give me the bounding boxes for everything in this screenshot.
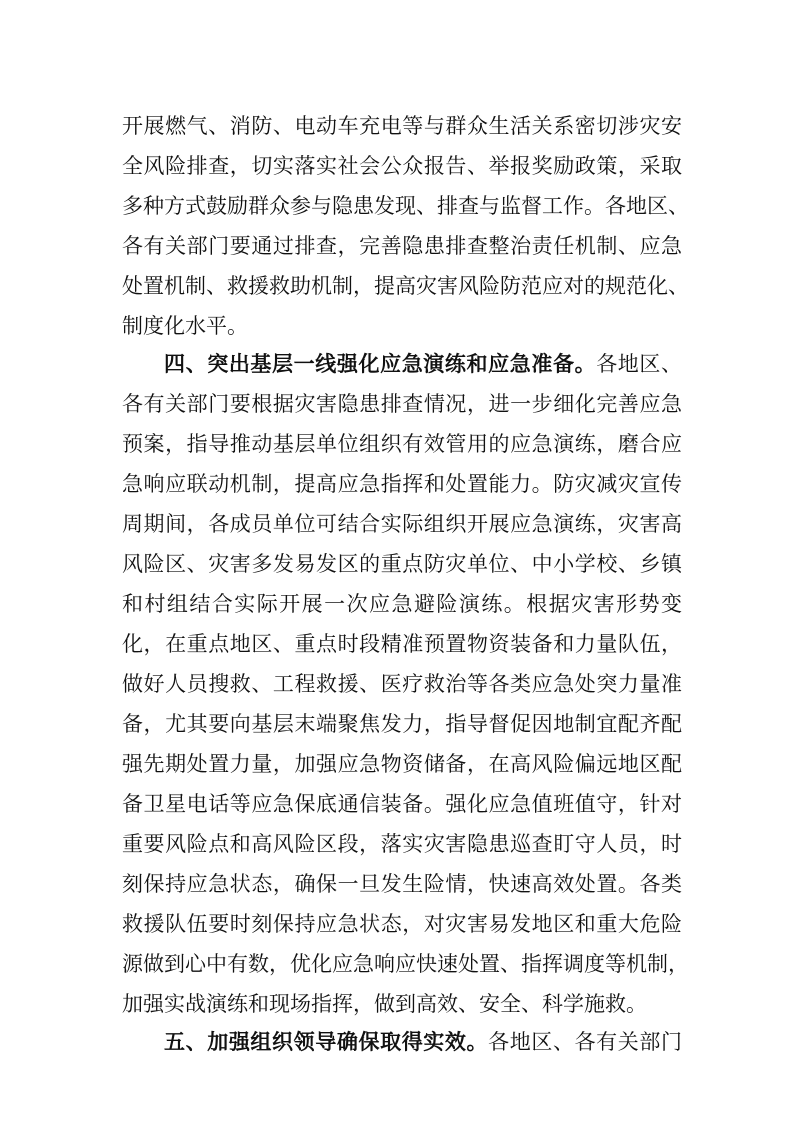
body-text-line: 开展燃气、消防、电动车充电等与群众生活关系密切涉灾安 (122, 114, 682, 138)
body-text-line: 制度化水平。 (122, 314, 248, 338)
body-text-line: 多种方式鼓励群众参与隐患发现、排查与监督工作。各地区、 (122, 194, 689, 218)
body-text-line: 做好人员搜救、工程救援、医疗救治等各类应急处突力量准 (122, 672, 682, 696)
body-text-span: 各地区、 (596, 352, 683, 376)
body-text-line: 强先期处置力量，加强应急物资储备，在高风险偏远地区配 (122, 752, 682, 776)
body-text-line: 加强实战演练和现场指挥，做到高效、安全、科学施救。 (122, 992, 647, 1016)
body-text-line: 处置机制、救援救助机制，提高灾害风险防范应对的规范化、 (122, 274, 689, 298)
body-text-line: 急响应联动机制，提高应急指挥和处置能力。防灾减灾宣传 (122, 472, 682, 496)
section-heading-four: 四、突出基层一线强化应急演练和应急准备。 (164, 352, 597, 376)
body-text-line: 各有关部门要根据灾害隐患排查情况，进一步细化完善应急 (122, 392, 682, 416)
body-text-line: 备，尤其要向基层末端聚焦发力，指导督促因地制宜配齐配 (122, 712, 682, 736)
body-text-span: 各地区、各有关部门 (488, 1030, 683, 1054)
section-five-first-line (164, 1026, 682, 1058)
section-four-first-line (164, 348, 682, 380)
body-text-line: 全风险排查，切实落实社会公众报告、举报奖励政策，采取 (122, 154, 682, 178)
body-text-line: 重要风险点和高风险区段，落实灾害隐患巡查盯守人员，时 (122, 832, 682, 856)
body-text-line: 刻保持应急状态，确保一旦发生险情，快速高效处置。各类 (122, 872, 682, 896)
section-heading-five: 五、加强组织领导确保取得实效。 (164, 1030, 489, 1054)
body-text-line: 各有关部门要通过排查，完善隐患排查整治责任机制、应急 (122, 234, 682, 258)
body-text-line: 救援队伍要时刻保持应急状态，对灾害易发地区和重大危险 (122, 912, 682, 936)
body-text-line: 预案，指导推动基层单位组织有效管用的应急演练，磨合应 (122, 432, 682, 456)
body-text-line: 和村组结合实际开展一次应急避险演练。根据灾害形势变 (122, 592, 682, 616)
body-text-line: 化，在重点地区、重点时段精准预置物资装备和力量队伍， (122, 632, 682, 656)
body-text-line: 周期间，各成员单位可结合实际组织开展应急演练，灾害高 (122, 512, 682, 536)
body-text-line: 备卫星电话等应急保底通信装备。强化应急值班值守，针对 (122, 792, 682, 816)
body-text-line: 风险区、灾害多发易发区的重点防灾单位、中小学校、乡镇 (122, 552, 682, 576)
body-text-line: 源做到心中有数，优化应急响应快速处置、指挥调度等机制， (122, 952, 689, 976)
